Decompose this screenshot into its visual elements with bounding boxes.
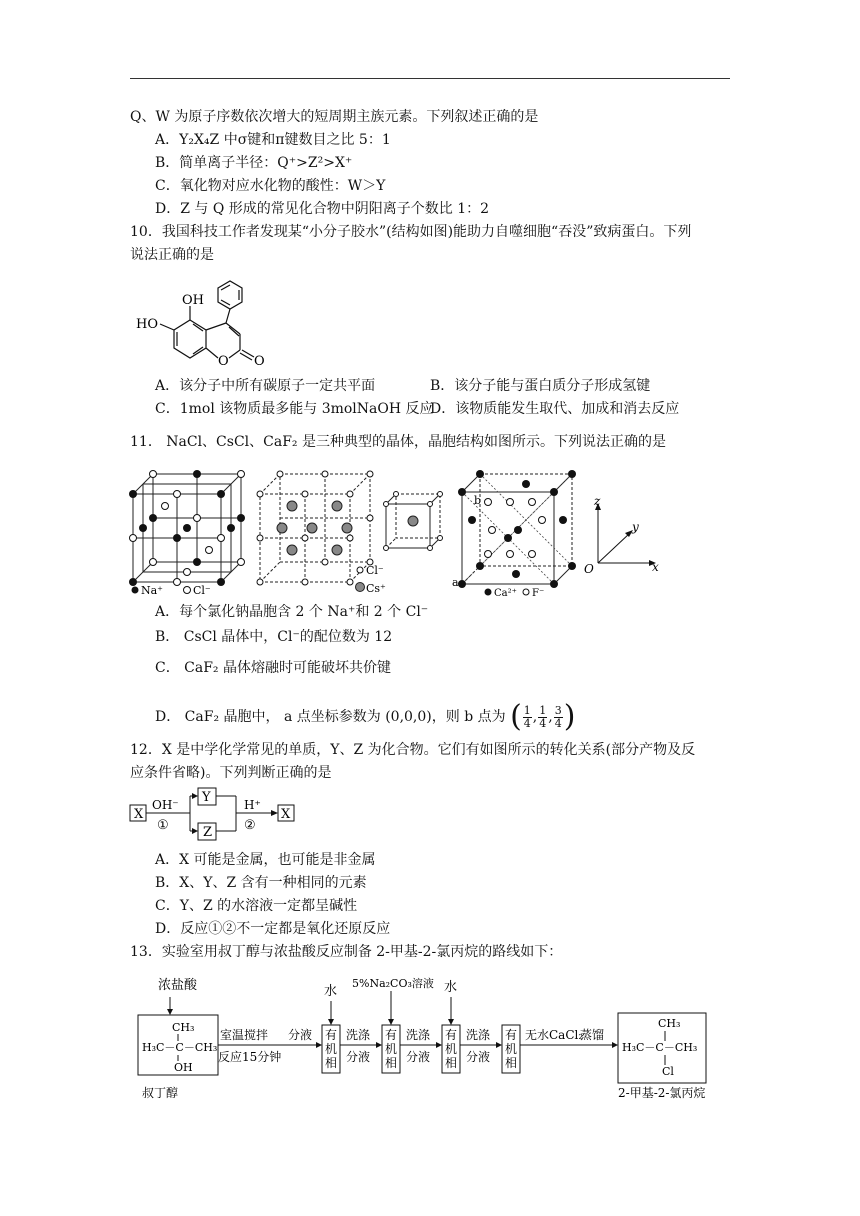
- coordinate-axes: [580, 495, 665, 580]
- q9-option-a: A．Y₂X₄Z 中σ键和π键数目之比 5：1: [155, 132, 391, 148]
- q10-option-d: D．该物质能发生取代、加成和消去反应: [430, 401, 680, 417]
- product-ch3: CH₃: [658, 1017, 681, 1030]
- axis-o: O: [584, 562, 594, 576]
- caf2-unit-cell: [452, 462, 577, 597]
- nacl-unit-cell: [125, 462, 250, 597]
- q10-option-c: C．1mol 该物质最多能与 3molNaOH 反应: [155, 401, 434, 417]
- q13-synthesis-route: [130, 975, 730, 1105]
- reactant-main: H₃C－C－CH₃: [142, 1041, 218, 1054]
- flow-h: H⁺: [244, 798, 261, 812]
- svg-text:有: 有: [445, 1028, 458, 1042]
- svg-text:机: 机: [445, 1042, 458, 1056]
- cond-cacl2: 无水CaCl₂: [525, 1028, 584, 1042]
- reactant-name: 叔丁醇: [142, 1086, 179, 1100]
- cscl-small-cell: [380, 488, 450, 553]
- q11-option-d-text: D． CaF₂ 晶胞中， a 点坐标参数为 (0,0,0)，则 b 点为: [155, 709, 506, 725]
- wash-1: 洗涤: [346, 1028, 371, 1042]
- axis-y: y: [632, 520, 639, 534]
- legend-f: F⁻: [532, 588, 545, 599]
- wash-sep-3: 分液: [466, 1050, 491, 1064]
- svg-text:相: 相: [505, 1056, 518, 1070]
- svg-text:相: 相: [385, 1056, 398, 1070]
- wash-3: 洗涤: [466, 1028, 491, 1042]
- flow-oh: OH⁻: [152, 798, 179, 812]
- org-1b: 机: [325, 1042, 338, 1056]
- mol-oh-top: OH: [182, 293, 204, 308]
- q12-option-a: A．X 可能是金属，也可能是非金属: [155, 852, 376, 868]
- cond-stir-1: 室温搅拌: [220, 1028, 269, 1042]
- legend-na: Na⁺: [141, 584, 163, 597]
- cond-sep: 分液: [288, 1028, 313, 1042]
- q12-option-c: C．Y、Z 的水溶液一定都呈碱性: [155, 898, 358, 914]
- q9-stem: Q、W 为原子序数依次增大的短周期主族元素。下列叙述正确的是: [130, 109, 539, 125]
- flow-y: Y: [202, 790, 211, 805]
- q10-stem-line1: 10．我国科技工作者发现某“小分子胶水”(结构如图)能助力自噬细胞“吞没”致病蛋白。下列: [130, 224, 692, 240]
- q12-stem-line2: 应条件省略)。下列判断正确的是: [130, 765, 332, 781]
- header-rule: [130, 78, 730, 79]
- q9-option-b: B．简单离子半径：Q⁺>Z²>X⁺: [155, 155, 353, 171]
- wash-sep-1: 分液: [346, 1050, 371, 1064]
- cscl-unit-cell: [252, 462, 386, 597]
- q12-stem-line1: 12．X 是中学化学常见的单质，Y、Z 为化合物。它们有如图所示的转化关系(部分产物及反: [130, 742, 696, 758]
- legend-ca: Ca²⁺: [494, 588, 517, 599]
- q9-option-c: C．氧化物对应水化物的酸性：W＞Y: [155, 178, 386, 194]
- reagent-hcl: 浓盐酸: [158, 978, 198, 993]
- legend-cs: Cs⁺: [366, 582, 386, 595]
- q12-option-b: B．X、Y、Z 含有一种相同的元素: [155, 875, 367, 891]
- svg-text:有: 有: [505, 1028, 518, 1042]
- product-cl: Cl: [662, 1065, 674, 1078]
- q12-option-d: D．反应①②不一定都是氧化还原反应: [155, 921, 391, 937]
- flow-x-right: X: [281, 807, 291, 822]
- axis-z: z: [594, 494, 601, 508]
- reagent-water-2: 水: [444, 980, 458, 995]
- molecule-structure: [130, 268, 280, 378]
- mol-ho-left: HO: [136, 317, 158, 332]
- svg-text:机: 机: [385, 1042, 398, 1056]
- label-a: a: [452, 576, 459, 589]
- q10-option-b: B．该分子能与蛋白质分子形成氢键: [430, 378, 651, 394]
- q11-stem: 11． NaCl、CsCl、CaF₂ 是三种典型的晶体，晶胞结构如图所示。下列说法正确的是: [130, 434, 666, 450]
- flow-step2: ②: [244, 818, 256, 833]
- reagent-na2co3: 5%Na₂CO₃溶液: [352, 977, 434, 990]
- axis-x: x: [652, 560, 659, 574]
- cond-stir-2: 反应15分钟: [218, 1050, 282, 1064]
- cond-distill: 蒸馏: [580, 1028, 605, 1042]
- legend-cl-2: Cl⁻: [366, 564, 384, 577]
- q12-flow-diagram: [128, 786, 308, 840]
- wash-sep-2: 分液: [406, 1050, 431, 1064]
- q11-option-a: A．每个氯化钠晶胞含 2 个 Na⁺和 2 个 Cl⁻: [155, 604, 429, 620]
- svg-text:机: 机: [505, 1042, 518, 1056]
- svg-text:有: 有: [385, 1028, 398, 1042]
- org-1c: 相: [325, 1056, 338, 1070]
- q10-stem-line2: 说法正确的是: [130, 247, 214, 263]
- reactant-ch3: CH₃: [172, 1021, 195, 1034]
- flow-z: Z: [203, 825, 213, 840]
- q10-option-a: A．该分子中所有碳原子一定共平面: [155, 378, 376, 394]
- q11-option-b: B． CsCl 晶体中，Cl⁻的配位数为 12: [155, 629, 393, 645]
- label-b: b: [474, 494, 482, 507]
- org-1a: 有: [325, 1028, 338, 1042]
- mol-o-carbonyl: O: [254, 354, 265, 369]
- q11-option-c: C． CaF₂ 晶体熔融时可能破坏共价键: [155, 660, 391, 676]
- product-name: 2-甲基-2-氯丙烷: [618, 1086, 706, 1100]
- svg-text:相: 相: [445, 1056, 458, 1070]
- q13-stem: 13．实验室用叔丁醇与浓盐酸反应制备 2-甲基-2-氯丙烷的路线如下：: [130, 944, 563, 960]
- flow-step1: ①: [157, 818, 169, 833]
- legend-cl: Cl⁻: [193, 584, 211, 597]
- reactant-oh: OH: [174, 1061, 193, 1074]
- product-main: H₃C－C－CH₃: [622, 1041, 698, 1054]
- reagent-water-1: 水: [324, 984, 338, 999]
- q11-option-d: D． CaF₂ 晶胞中， a 点坐标参数为 (0,0,0)，则 b 点为 ( $\frac{1}{4}$ , $\frac{1}{4}$ , $\frac{3}{4}$ ): [155, 699, 576, 734]
- mol-o-ring: O: [218, 354, 229, 369]
- flow-x-left: X: [134, 807, 144, 822]
- q9-option-d: D．Z 与 Q 形成的常见化合物中阴阳离子个数比 1：2: [155, 201, 490, 217]
- wash-2: 洗涤: [406, 1028, 431, 1042]
